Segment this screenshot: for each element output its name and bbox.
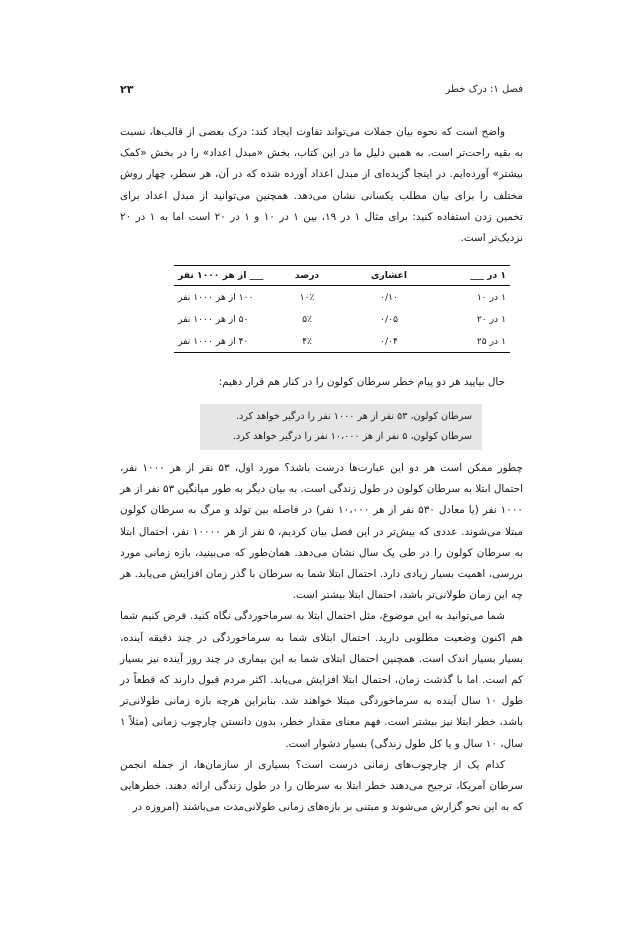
body-block — [120, 458, 523, 818]
table-row — [174, 308, 510, 330]
risk-message: سرطان کولون، ۵ نفر از هر ۱۰،۰۰۰ نفر را درگیر خواهد کرد. — [232, 431, 472, 442]
intro-block — [120, 122, 523, 249]
column-header: ___ از هر ۱۰۰۰ نفر — [174, 266, 268, 286]
table-cell: ۵٪ — [302, 313, 312, 325]
table-cell: ۴٪ — [268, 330, 346, 353]
body-paragraph: چطور ممکن است هر دو این عبارت‌ها درست باشد؟ مورد اول، ۵۳ نفر از هر ۱۰۰۰ نفر، احتمال ابتلا به سرطان کولون در طول زندگی است. به بیان دیگر به طور میانگین ۵۳ نفر از هر ۱۰۰۰ نفر (یا معادل ۵۳۰ نفر از هر ۱۰،۰۰۰ نفر) در فاصله بین تولد و مرگ به سرطان کولون مبتلا می‌شوند. عددی که بیش‌تر در این فصل بیان کردیم، ۵ نفر از هر ۱۰۰۰۰ نفر، احتمال ابتلا به سرطان کولون را در طی یک سال نشان می‌دهد. همان‌طور که می‌بینید، بازه زمانی مورد بررسی، اهمیت بسیار زیادی دارد. احتمال ابتلا شما به سرطان با گذر زمان افزایش می‌یابد. هر چه این زمان طولانی‌تر باشد، احتمال ابتلا بیشتر است. — [120, 462, 523, 602]
intro-paragraph: واضح است که نحوه بیان جملات می‌تواند تفاوت ایجاد کند: درک بعضی از قالب‌ها، نسبت به بقیه راحت‌تر است. به همین دلیل ما در این کتاب، بخش «مبدل اعداد» را در بخش «کمک بیشتر» آورده‌ایم. در اینجا گزیده‌ای از مبدل اعداد آورده شده که در آن، هر سطر، چهار روش مختلف را برای بیان مطلب یکسانی نشان می‌دهد. همچنین می‌توانید از مبدل اعداد برای تخمین زدن استفاده کنید: برای مثال ۱ در ۱۹، بین ۱ در ۱۰ و ۱ در ۲۰ است اما به ۱ در ۲۰ نزدیک‌تر است. — [120, 126, 523, 245]
column-header: درصد — [268, 266, 346, 286]
body-paragraph: کدام یک از چارچوب‌های زمانی درست است؟ بسیاری از سازمان‌ها، از جمله انجمن سرطان آمریکا، ترجیح می‌دهند خطر ابتلا به سرطان را در طول زندگی ارائه دهند. خطرهایی که به این نحو گزارش می‌شوند و مبتنی بر بازه‌های زمانی طولانی‌مدت می‌باشند (امروزه در — [120, 758, 523, 814]
table-row — [174, 330, 510, 353]
page-number: ۲۳ — [120, 82, 134, 96]
table-cell: ۴۰ از هر ۱۰۰۰ نفر — [174, 330, 268, 353]
table-cell: ۰/۱۰ — [380, 291, 398, 303]
running-head — [120, 80, 523, 98]
table-cell: ۱۰۰ از هر ۱۰۰۰ نفر — [178, 291, 254, 303]
table-cell: ۵۰ از هر ۱۰۰۰ نفر — [178, 313, 249, 325]
risk-messages-box — [200, 404, 482, 450]
table-cell: ۰/۰۵ — [380, 313, 398, 325]
column-header: اعشاری — [346, 266, 432, 286]
table-cell: ۱ در ۱۰ — [476, 291, 506, 303]
table-cell: ۱ در ۲۰ — [476, 313, 506, 325]
table-header-row — [174, 266, 510, 286]
transition-block — [120, 372, 523, 393]
number-converter-table — [174, 265, 510, 353]
table-cell: ۱۰٪ — [299, 291, 315, 303]
column-header: ۱ در ___ — [432, 266, 510, 286]
table-cell: ۰/۰۴ — [346, 330, 432, 353]
body-paragraph: شما می‌توانید به این موضوع، مثل احتمال ابتلا به سرماخوردگی نگاه کنید. فرض کنیم شما هم اکنون وضعیت مطلوبی دارید. احتمال ابتلای شما به سرماخوردگی در چند دقیقه آینده، بسیار بسیار اندک است. همچنین احتمال ابتلای شما به این بیماری در چند روز آینده نیز بسیار کم است. اما با گذشت زمان، احتمال ابتلا افزایش می‌یابد. اکثر مردم قبول دارند که قطعاً در طول ۱۰ سال آینده به سرماخوردگی مبتلا خواهند شد. بنابراین هرچه بازه زمانی طولانی‌تر باشد، خطر ابتلا نیز بیشتر است. فهم معنای مقدار خطر، بدون دانستن چارچوب زمانی (مثلاً ۱ سال، ۱۰ سال و یا کل طول زندگی) بسیار دشوار است. — [120, 610, 523, 750]
table-cell: ۱ در ۲۵ — [432, 330, 510, 353]
transition-sentence: حال بیایید هر دو پیام خطر سرطان کولون را در کنار هم قرار دهیم: — [218, 376, 505, 388]
table-row — [174, 286, 510, 309]
risk-message: سرطان کولون، ۵۳ نفر از هر ۱۰۰۰ نفر را درگیر خواهد کرد. — [235, 411, 472, 422]
chapter-title: فصل ۱: درک خطر — [445, 83, 523, 95]
